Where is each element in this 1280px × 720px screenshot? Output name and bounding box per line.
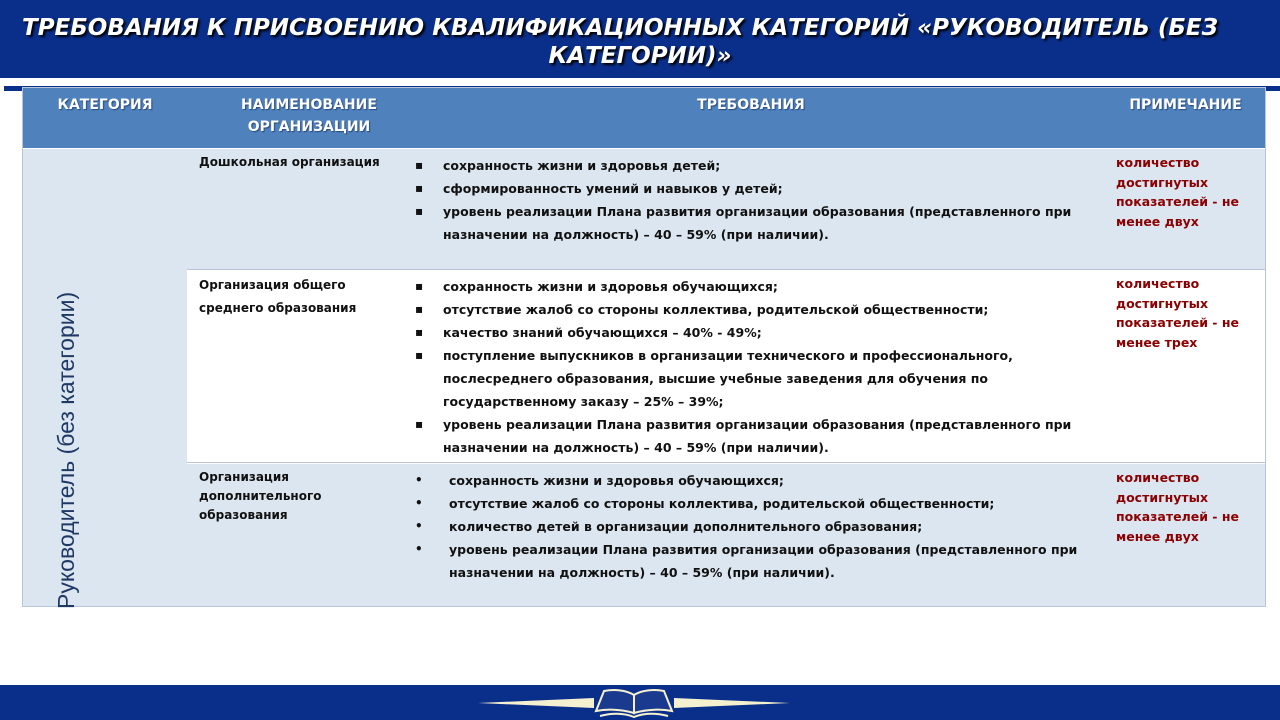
requirement-item: ▪ сохранность жизни и здоровья детей;: [413, 154, 1093, 177]
requirement-item: ▪ отсутствие жалоб со стороны коллектива, родительской общественности;: [413, 298, 1093, 321]
table-row: [187, 270, 1265, 463]
requirement-item: • количество детей в организации дополнительного образования;: [413, 515, 1093, 538]
requirement-item: • уровень реализации Плана развития организации образования (представленного при назначении на должность) – 40 – 59% (при наличии).: [413, 538, 1093, 584]
table-row: [187, 149, 1265, 270]
note-text: количество достигнутых показателей - не менее двух: [1116, 470, 1239, 544]
requirement-item: ▪ поступление выпускников в организации технического и профессионального, послесреднего образования, высшие учебные заведения для обучения по государственному заказу – 25% – 39%;: [413, 344, 1093, 413]
requirements-list: [413, 154, 1093, 246]
requirement-item: ▪ уровень реализации Плана развития организации образования (представленного при назначении на должность) – 40 – 59% (при наличии).: [413, 200, 1093, 246]
requirements-list: [413, 275, 1093, 459]
requirement-item: • сохранность жизни и здоровья обучающихся;: [413, 469, 1093, 492]
requirement-item: ▪ качество знаний обучающихся – 40% - 49%;: [413, 321, 1093, 344]
header-organization-line-1: НАИМЕНОВАНИЕ: [241, 97, 377, 113]
organization-name: Организация дополнительного образования: [199, 470, 322, 522]
organization-name: Организация общего среднего образования: [199, 278, 357, 315]
header-organization: [187, 94, 431, 138]
slide-title-line-1: ТРЕБОВАНИЯ К ПРИСВОЕНИЮ КВАЛИФИКАЦИОННЫХ КАТЕГОРИЙ «РУКОВОДИТЕЛЬ (БЕЗ: [22, 15, 1218, 41]
note-text: количество достигнутых показателей - не менее двух: [1116, 155, 1239, 229]
requirement-item: • отсутствие жалоб со стороны коллектива, родительской общественности;: [413, 492, 1093, 515]
requirement-item: ▪ сохранность жизни и здоровья обучающихся;: [413, 275, 1093, 298]
slide-title: [0, 14, 1280, 70]
header-requirements: ТРЕБОВАНИЯ: [697, 97, 805, 113]
category-cell: [23, 149, 187, 609]
header-organization-line-2: ОРГАНИЗАЦИИ: [247, 119, 371, 135]
open-book-icon: [478, 686, 790, 720]
note-text: количество достигнутых показателей - не менее трех: [1116, 276, 1239, 350]
table-header: [23, 88, 1265, 148]
header-category: КАТЕГОРИЯ: [57, 97, 153, 113]
table-row: [187, 464, 1265, 606]
requirement-item: ▪ сформированность умений и навыков у детей;: [413, 177, 1093, 200]
requirement-item: ▪ уровень реализации Плана развития организации образования (представленного при назначении на должность) – 40 – 59% (при наличии).: [413, 413, 1093, 459]
category-label: Руководитель (без категории): [53, 291, 79, 609]
slide-title-line-2: КАТЕГОРИИ)»: [548, 43, 732, 69]
header-note: ПРИМЕЧАНИЕ: [1129, 97, 1242, 113]
requirements-list: [413, 469, 1093, 584]
requirements-table: [22, 87, 1266, 607]
organization-name: Дошкольная организация: [199, 155, 380, 169]
